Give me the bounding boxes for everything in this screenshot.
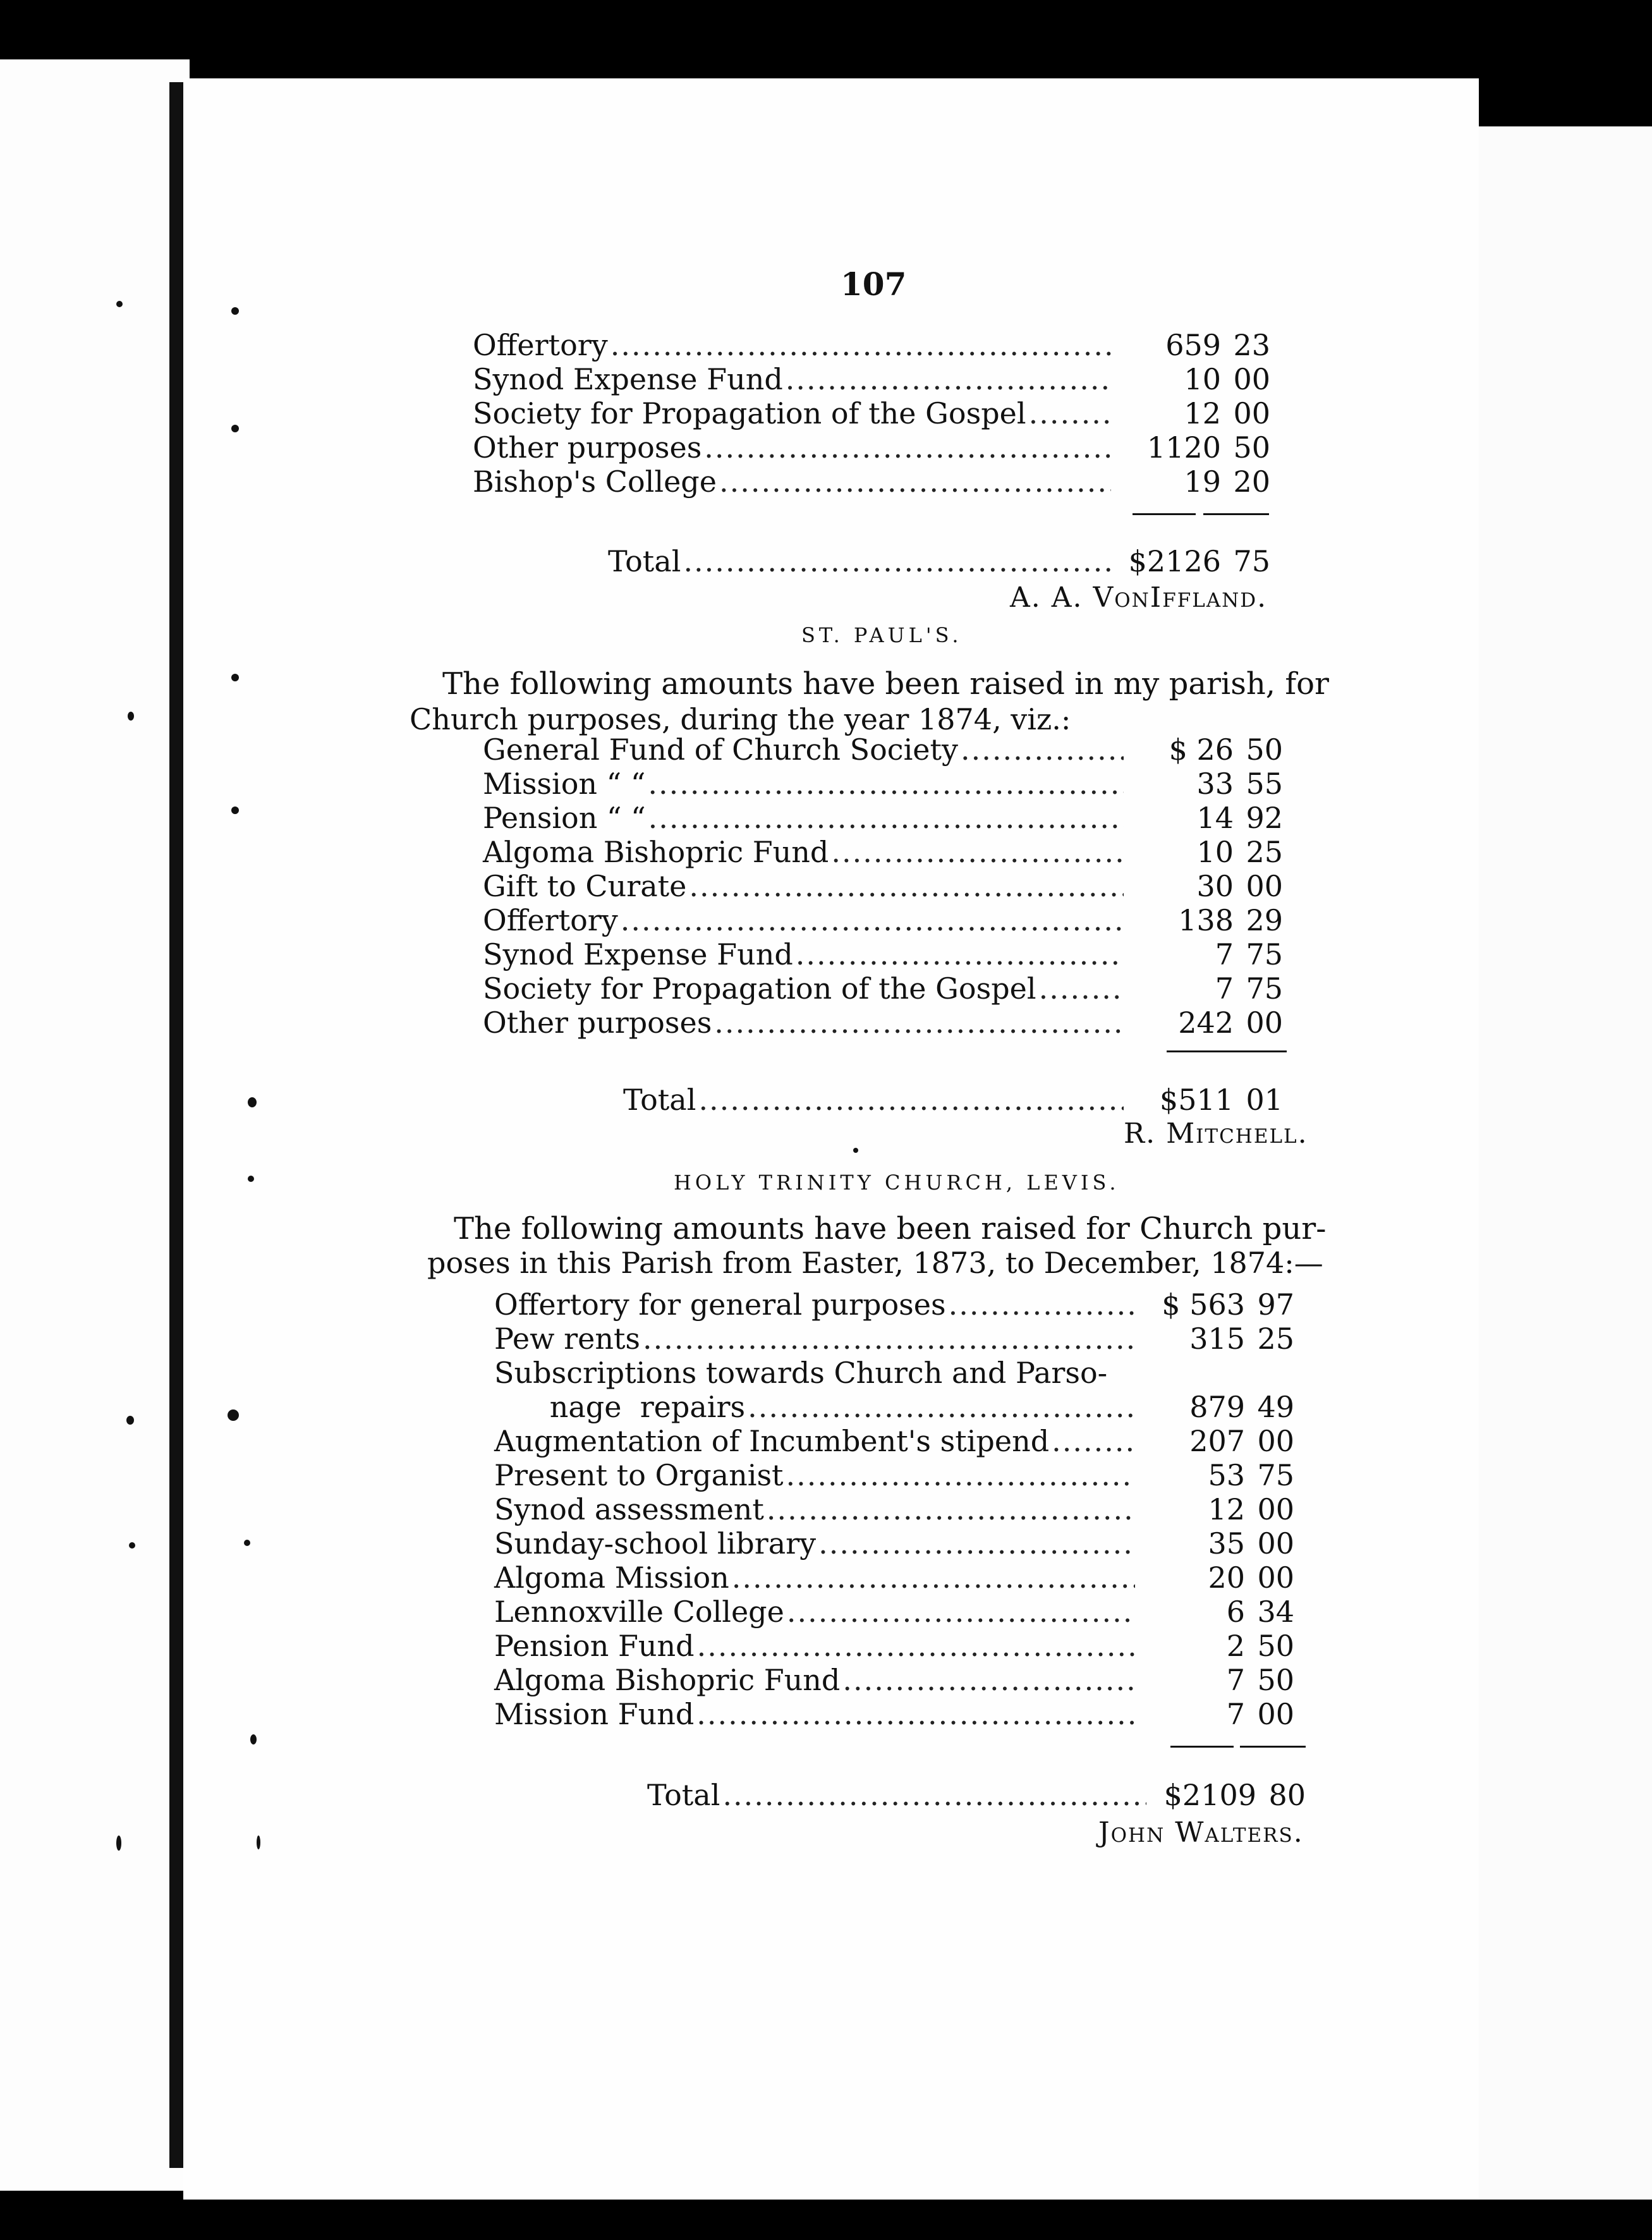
leader-dots (949, 1287, 1135, 1322)
entry-label: nage repairs (494, 1390, 746, 1424)
entry-label: Other purposes (483, 1006, 712, 1040)
leader-dots (767, 1492, 1135, 1527)
entry-cents: 75 (1257, 1458, 1294, 1492)
total-label: Total (647, 1778, 720, 1812)
s3-entry-3 (494, 1389, 1294, 1425)
entry-dollars: 19 (1184, 465, 1221, 499)
scan-speck (231, 674, 239, 681)
entry-dollars: 2 (1226, 1629, 1245, 1663)
signature-voniffland: A. A. VonIffland. (1010, 581, 1268, 614)
leader-dots (818, 1526, 1135, 1561)
leader-dots (683, 544, 1111, 579)
total-dollars: $511 (1159, 1083, 1234, 1117)
leader-dots (786, 1458, 1135, 1493)
entry-cents: 25 (1257, 1322, 1294, 1356)
entry-dollars: 659 (1165, 328, 1221, 362)
entry-dollars: 12 (1208, 1492, 1245, 1526)
scan-speck (128, 712, 134, 721)
entry-label: Synod Expense Fund (473, 362, 783, 396)
entry-dollars: $ 26 (1169, 733, 1234, 767)
entry-cents: 97 (1257, 1287, 1294, 1322)
entry-label: Other purposes (473, 430, 702, 465)
total-label: Total (608, 544, 681, 578)
entry-label: Present to Organist (494, 1458, 784, 1492)
s1-entry-2 (473, 396, 1270, 431)
intro-line: Church purposes, during the year 1874, viz.: (410, 702, 1071, 736)
entry-cents: 34 (1257, 1595, 1294, 1629)
total-rule (1203, 513, 1269, 515)
entry-label: Pew rents (494, 1322, 641, 1356)
s3-entry-8 (494, 1560, 1294, 1595)
entry-dollars: $ 563 (1162, 1287, 1245, 1322)
entry-cents: 50 (1257, 1629, 1294, 1663)
entry-label: Mission Fund (494, 1697, 695, 1731)
entry-dollars: 30 (1196, 869, 1234, 903)
entry-cents: 00 (1257, 1561, 1294, 1595)
scan-speck (231, 807, 239, 814)
leader-dots (732, 1560, 1135, 1595)
s2-entry-8 (483, 1005, 1283, 1040)
scan-speck (244, 1540, 250, 1546)
leader-dots (714, 1005, 1124, 1040)
section-heading-st-pauls: ST. PAUL'S. (801, 623, 963, 647)
intro-line: poses in this Parish from Easter, 1873, to December, 1874:— (427, 1246, 1323, 1280)
leader-dots (697, 1628, 1135, 1664)
total-label: Total (623, 1083, 696, 1117)
entry-cents: 00 (1257, 1492, 1294, 1526)
leader-dots (961, 732, 1124, 767)
entry-label: Mission “ “ (483, 767, 646, 801)
entry-dollars: 20 (1208, 1561, 1245, 1595)
signature-walters: John Walters. (1098, 1817, 1304, 1849)
total-dollars: $2126 (1128, 544, 1221, 578)
entry-label: Synod Expense Fund (483, 937, 793, 971)
facing-page-edge (0, 59, 190, 2191)
total-rule (1170, 1746, 1234, 1748)
s3-entry-4 (494, 1423, 1294, 1459)
entry-label: General Fund of Church Society (483, 733, 958, 767)
entry-dollars: 7 (1215, 971, 1234, 1006)
entry-cents: 50 (1233, 430, 1270, 465)
s2-entry-1 (483, 766, 1283, 801)
entry-cents: 50 (1257, 1663, 1294, 1697)
scan-speck (250, 1734, 257, 1744)
s3-entry-11 (494, 1662, 1294, 1698)
entry-cents: 75 (1246, 937, 1283, 971)
entry-cents: 00 (1246, 869, 1283, 903)
entry-dollars: 879 (1189, 1390, 1245, 1424)
entry-dollars: 33 (1196, 767, 1234, 801)
entry-dollars: 7 (1226, 1697, 1245, 1731)
entry-cents: 75 (1246, 971, 1283, 1006)
entry-cents: 00 (1246, 1006, 1283, 1040)
s1-entry-1 (473, 362, 1270, 397)
scan-speck (248, 1097, 257, 1107)
s2-entry-5 (483, 903, 1283, 938)
leader-dots (786, 362, 1111, 397)
entry-dollars: 10 (1196, 835, 1234, 869)
entry-label: Algoma Mission (494, 1561, 729, 1595)
leader-dots (787, 1594, 1135, 1629)
s2-entry-6 (483, 937, 1283, 972)
s3-total (647, 1777, 1306, 1813)
scan-speck (116, 301, 123, 307)
s1-entry-4 (473, 464, 1270, 499)
leader-dots (1039, 971, 1124, 1006)
leader-dots (1052, 1423, 1135, 1459)
entry-dollars: 315 (1189, 1322, 1245, 1356)
s3-entry-9 (494, 1594, 1294, 1629)
entry-label: Algoma Bishopric Fund (494, 1663, 841, 1697)
entry-cents: 00 (1257, 1697, 1294, 1731)
entry-label: Lennoxville College (494, 1595, 784, 1629)
s3-entry-1 (494, 1321, 1294, 1356)
leader-dots (698, 1082, 1124, 1117)
scan-speck (248, 1176, 254, 1182)
total-dollars: $2109 (1163, 1778, 1256, 1812)
entry-dollars: 138 (1178, 903, 1234, 937)
entry-label: Pension “ “ (483, 801, 646, 835)
entry-label: Offertory for general purposes (494, 1287, 946, 1322)
s2-total (623, 1082, 1283, 1117)
scan-speck (129, 1542, 135, 1549)
entry-dollars: 207 (1189, 1424, 1245, 1458)
total-cents: 75 (1233, 544, 1270, 578)
entry-label: Augmentation of Incumbent's stipend (494, 1424, 1050, 1458)
s2-entry-0 (483, 732, 1283, 767)
leader-dots (796, 937, 1124, 972)
entry-label: Sunday-school library (494, 1526, 817, 1561)
s3-entry-7 (494, 1526, 1294, 1561)
entry-dollars: 14 (1196, 801, 1234, 835)
entry-cents: 29 (1246, 903, 1283, 937)
leader-dots (704, 430, 1111, 465)
leader-dots (648, 766, 1124, 801)
s1-entry-3 (473, 430, 1270, 465)
scan-speck (231, 307, 239, 315)
page-number: 107 (841, 265, 907, 303)
s1-entry-0 (473, 327, 1270, 363)
entry-cents: 50 (1246, 733, 1283, 767)
entry-dollars: 1120 (1146, 430, 1221, 465)
leader-dots (610, 327, 1111, 363)
entry-label: Society for Propagation of the Gospel (483, 971, 1036, 1006)
s2-entry-3 (483, 834, 1283, 870)
entry-cents: 92 (1246, 801, 1283, 835)
s3-entry-6 (494, 1492, 1294, 1527)
entry-label: Algoma Bishopric Fund (483, 835, 829, 869)
entry-label: Pension Fund (494, 1629, 695, 1663)
total-rule (1133, 513, 1196, 515)
entry-dollars: 242 (1178, 1006, 1234, 1040)
scan-speck (126, 1416, 134, 1425)
scan-speck (231, 425, 239, 432)
entry-cents: 00 (1257, 1526, 1294, 1561)
s1-total (608, 544, 1270, 579)
entry-label: Bishop's College (473, 465, 717, 499)
entry-label: Offertory (473, 328, 608, 362)
scan-speck (228, 1409, 239, 1421)
entry-dollars: 7 (1226, 1663, 1245, 1697)
intro-line: The following amounts have been raised for Church pur- (454, 1211, 1327, 1246)
s3-entry-12 (494, 1696, 1294, 1732)
entry-label: Offertory (483, 903, 618, 937)
entry-dollars: 6 (1226, 1595, 1245, 1629)
entry-cents: 00 (1233, 396, 1270, 430)
signature-mitchell: R. Mitchell. (1124, 1117, 1308, 1150)
scan-speck (853, 1148, 858, 1153)
s3-entry-2-label: Subscriptions towards Church and Parso- (494, 1356, 1108, 1390)
entry-cents: 00 (1233, 362, 1270, 396)
leader-dots (842, 1662, 1135, 1698)
entry-cents: 20 (1233, 465, 1270, 499)
entry-label: Society for Propagation of the Gospel (473, 396, 1026, 430)
intro-line: The following amounts have been raised in my parish, for (442, 666, 1329, 702)
entry-dollars: 7 (1215, 937, 1234, 971)
entry-dollars: 12 (1184, 396, 1221, 430)
scan-speck (116, 1835, 121, 1851)
entry-cents: 55 (1246, 767, 1283, 801)
entry-dollars: 10 (1184, 362, 1221, 396)
scan-speck (257, 1835, 260, 1849)
s2-entry-4 (483, 868, 1283, 904)
s2-entry-7 (483, 971, 1283, 1006)
leader-dots (722, 1777, 1146, 1813)
s3-entry-5 (494, 1458, 1294, 1493)
section-heading-holy-trinity: HOLY TRINITY CHURCH, LEVIS. (674, 1171, 1120, 1195)
leader-dots (719, 464, 1111, 499)
s2-entry-2 (483, 800, 1283, 836)
total-cents: 80 (1268, 1778, 1306, 1812)
leader-dots (696, 1696, 1135, 1732)
entry-cents: 49 (1257, 1390, 1294, 1424)
entry-label: Synod assessment (494, 1492, 764, 1526)
s3-entry-0 (494, 1287, 1294, 1322)
total-rule (1240, 1746, 1306, 1748)
entry-dollars: 53 (1208, 1458, 1245, 1492)
entry-dollars: 35 (1208, 1526, 1245, 1561)
s3-entry-10 (494, 1628, 1294, 1664)
leader-dots (648, 800, 1124, 836)
leader-dots (748, 1389, 1135, 1425)
leader-dots (643, 1321, 1135, 1356)
entry-cents: 23 (1233, 328, 1270, 362)
leader-dots (621, 903, 1124, 938)
book-spine (169, 82, 183, 2168)
entry-label: Gift to Curate (483, 869, 687, 903)
entry-cents: 25 (1246, 835, 1283, 869)
total-rule (1167, 1050, 1287, 1052)
leader-dots (1029, 396, 1111, 431)
total-cents: 01 (1246, 1083, 1283, 1117)
leader-dots (831, 834, 1124, 870)
leader-dots (689, 868, 1124, 904)
entry-cents: 00 (1257, 1424, 1294, 1458)
